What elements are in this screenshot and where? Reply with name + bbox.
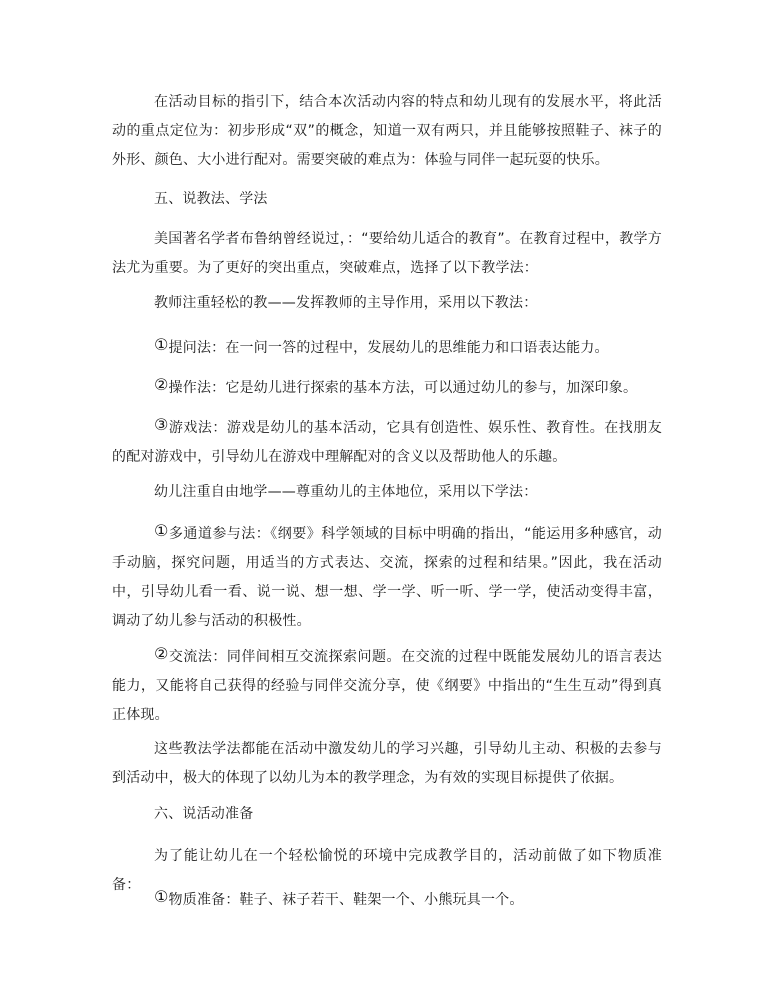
paragraph-bruner: [112, 225, 662, 283]
paragraph-text: 教师注重轻松的教——发挥教师的主导作用，采用以下教法：: [154, 295, 538, 311]
list-marker: ②: [154, 644, 169, 663]
list-item-text: 操作法：它是幼儿进行探索的基本方法，可以通过幼儿的参与，加深印象。: [168, 380, 638, 396]
list-item-exchange: [112, 639, 662, 730]
paragraph-text: 幼儿注重自由地学——尊重幼儿的主体地位，采用以下学法：: [154, 484, 538, 500]
list-item-game: [112, 410, 662, 472]
list-item-questioning: [112, 330, 662, 363]
paragraph-text: 在活动目标的指引下，结合本次活动内容的特点和幼儿现有的发展水平，将此活动的重点定位为：初步形成“双”的概念，知道一双有两只，并且能够按照鞋子、袜子的外形、颜色、大小进行配对。需要突破的难点为：体验与同伴一起玩耍的快乐。: [112, 94, 662, 168]
paragraph-learning-methods: [112, 478, 662, 507]
paragraph-summary: [112, 735, 662, 793]
list-marker: ③: [154, 415, 169, 434]
list-item-materials: [112, 882, 662, 915]
list-item-text: 多通道参与法：《纲要》科学领域的目标中明确的指出，“能运用多种感官，动手动脑，探究问题，用适当的方式表达、交流，探索的过程和结果。”因此，我在活动中，引导幼儿看一看、说一说、想一想、学一学、听一听、学一学，使活动变得丰富，调动了幼儿参与活动的积极性。: [112, 526, 662, 629]
paragraph-teaching-methods: [112, 289, 662, 318]
list-item-multichannel: [112, 516, 662, 636]
list-item-text: 提问法：在一问一答的过程中，发展幼儿的思维能力和口语表达能力。: [168, 340, 609, 356]
list-marker: ①: [154, 887, 169, 906]
list-item-text: 物质准备：鞋子、袜子若干、鞋架一个、小熊玩具一个。: [168, 892, 524, 908]
paragraph-text: 美国著名学者布鲁纳曾经说过，：“要给幼儿适合的教育”。在教育过程中，教学方法尤为重要。为了更好的突出重点，突破难点，选择了以下教学法：: [112, 231, 662, 276]
section-heading-preparation: [112, 800, 662, 829]
paragraph-text: 这些教法学法都能在活动中激发幼儿的学习兴趣，引导幼儿主动、积极的去参与到活动中，极大的体现了以幼儿为本的教学理念，为有效的实现目标提供了依据。: [112, 741, 662, 786]
heading-text: 五、说教法、学法: [154, 191, 268, 207]
heading-text: 六、说活动准备: [154, 806, 254, 822]
list-item-text: 游戏法：游戏是幼儿的基本活动，它具有创造性、娱乐性、教育性。在找朋友的配对游戏中，引导幼儿在游戏中理解配对的含义以及帮助他人的乐趣。: [112, 420, 662, 465]
paragraph-focus: [112, 88, 662, 175]
list-marker: ①: [154, 335, 169, 354]
list-item-text: 交流法：同伴间相互交流探索问题。在交流的过程中既能发展幼儿的语言表达能力，又能将自己获得的经验与同伴交流分享，使《纲要》中指出的“生生互动”得到真正体现。: [112, 649, 662, 723]
section-heading-methods: [112, 185, 662, 214]
list-marker: ②: [154, 375, 169, 394]
paragraph-text: 为了能让幼儿在一个轻松愉悦的环境中完成教学目的，活动前做了如下物质准备：: [112, 848, 662, 893]
list-item-operation: [112, 370, 662, 403]
list-marker: ①: [154, 521, 169, 540]
